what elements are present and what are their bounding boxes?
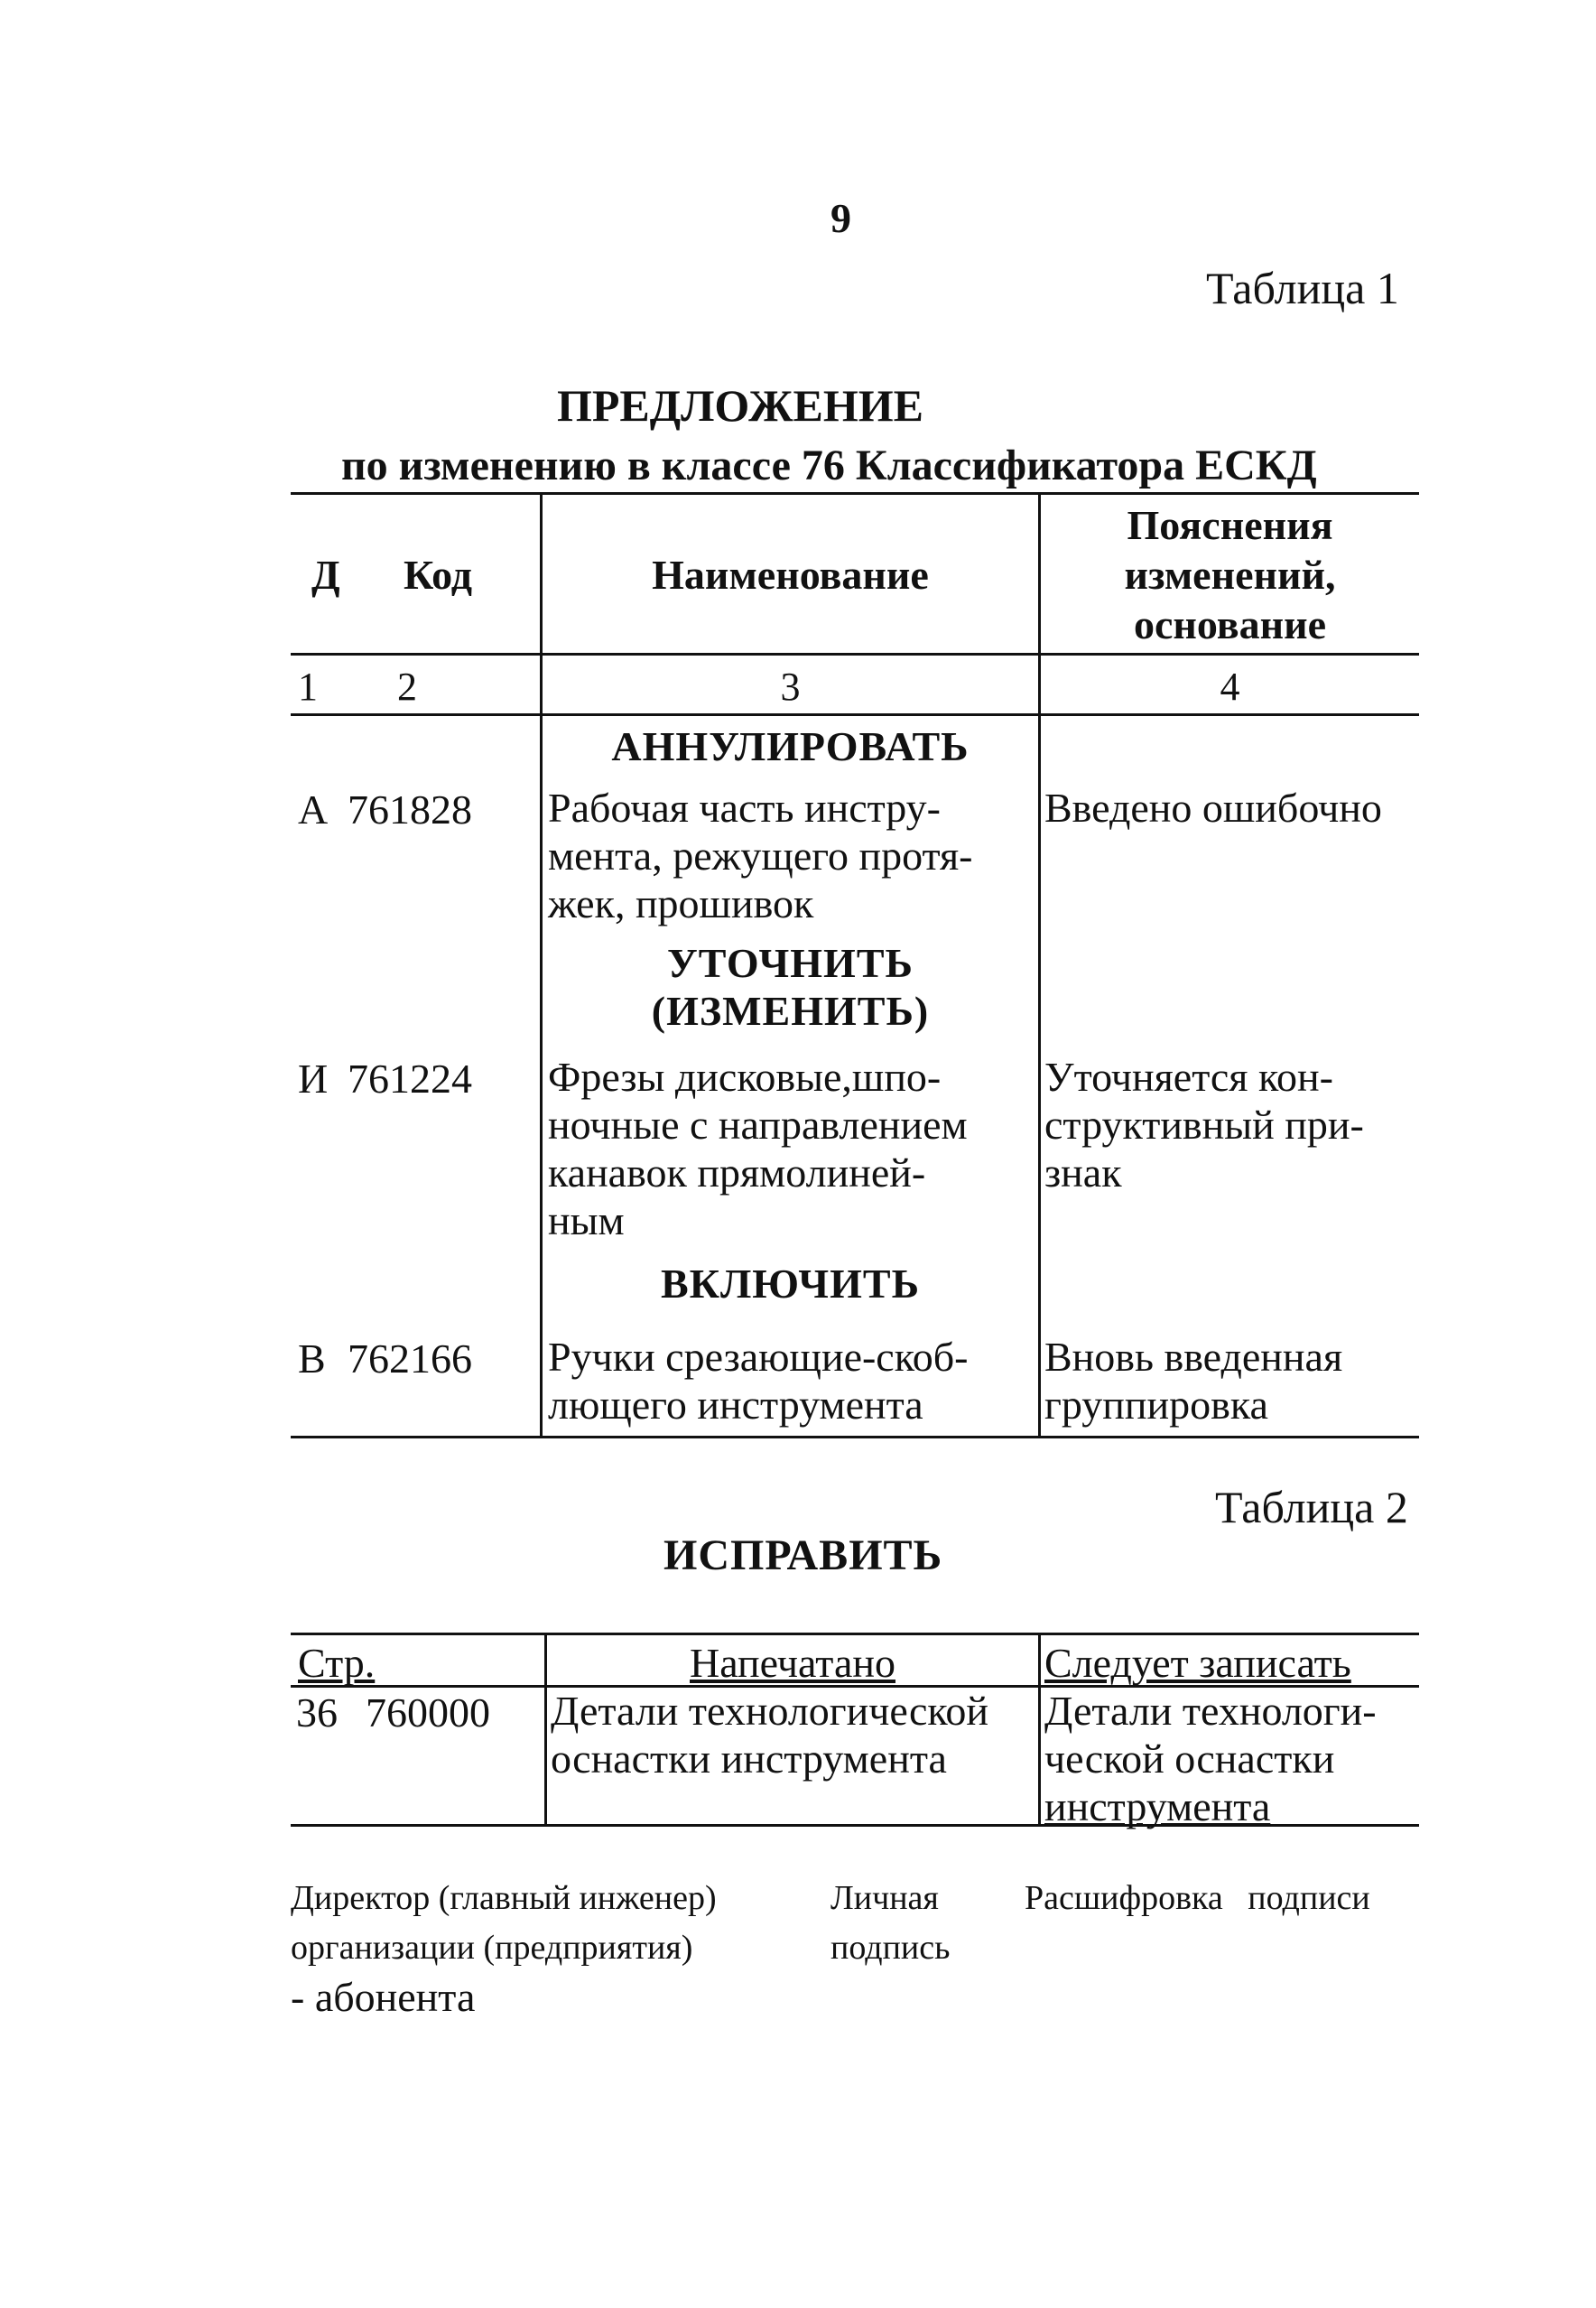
table1-title: ПРЕДЛОЖЕНИЕ bbox=[556, 380, 923, 431]
header-d: Д bbox=[311, 552, 340, 598]
name-line: Фрезы дисковые,шпо- bbox=[548, 1054, 942, 1100]
table2-title: ИСПРАВИТЬ bbox=[663, 1531, 943, 1579]
row-d: В bbox=[298, 1335, 326, 1382]
note-line: структивный при- bbox=[1044, 1102, 1364, 1148]
signature-position-line-3: - абонента bbox=[291, 1974, 476, 2020]
table2-header-printed: Напечатано bbox=[690, 1640, 895, 1686]
section-title: УТОЧНИТЬ bbox=[667, 940, 914, 986]
name-line: Рабочая часть инстру- bbox=[548, 785, 942, 831]
signature-position-line-2: организации (предприятия) bbox=[291, 1929, 693, 1967]
row-note bbox=[1044, 1333, 1415, 1429]
note-line: Вновь введенная bbox=[1044, 1334, 1343, 1380]
colnum-3: 3 bbox=[780, 665, 801, 709]
name-line: канавок прямолиней- bbox=[548, 1149, 926, 1196]
colnum-4: 4 bbox=[1220, 665, 1240, 709]
table1-caption: Таблица 1 bbox=[1206, 263, 1399, 313]
note-line: Введено ошибочно bbox=[1044, 785, 1382, 831]
table2-row-printed bbox=[551, 1687, 1038, 1782]
name-line: Ручки срезающие-скоб- bbox=[548, 1334, 969, 1380]
row-code: 762166 bbox=[348, 1335, 472, 1382]
colnum-1: 1 bbox=[298, 665, 318, 709]
name-line: ночные с направлением bbox=[548, 1102, 968, 1148]
table1-header-border bbox=[291, 653, 1419, 656]
correct-line: ческой оснастки bbox=[1044, 1736, 1335, 1782]
name-line: лющего инструмента bbox=[548, 1382, 923, 1428]
name-line: жек, прошивок bbox=[548, 880, 814, 926]
header-name: Наименование bbox=[652, 552, 929, 598]
note-line: группировка bbox=[1044, 1382, 1268, 1428]
table2-row-code: 760000 bbox=[366, 1689, 490, 1736]
table1-bottom-border bbox=[291, 1436, 1419, 1438]
table2-header-correct: Следует записать bbox=[1044, 1640, 1351, 1686]
page-number: 9 bbox=[830, 195, 851, 241]
header-notes-line-3: основание bbox=[1133, 601, 1327, 647]
colnum-2: 2 bbox=[397, 665, 417, 709]
section-title: (ИЗМЕНИТЬ) bbox=[651, 988, 930, 1034]
row-note bbox=[1044, 1053, 1415, 1196]
correct-line: Детали технологи- bbox=[1044, 1688, 1377, 1734]
row-name bbox=[548, 784, 1033, 927]
row-note bbox=[1044, 784, 1415, 832]
row-name bbox=[548, 1333, 1033, 1429]
name-line: мента, режущего протя- bbox=[548, 833, 973, 879]
table1-subtitle: по изменению в классе 76 Классификатора ЕСКД bbox=[341, 442, 1317, 489]
section-title: ВКЛЮЧИТЬ bbox=[661, 1261, 920, 1307]
table2-row-correct bbox=[1044, 1687, 1415, 1830]
name-line: ным bbox=[548, 1197, 625, 1243]
note-line: знак bbox=[1044, 1149, 1122, 1196]
table2-row-page: 36 bbox=[296, 1689, 338, 1736]
note-line: Уточняется кон- bbox=[1044, 1054, 1333, 1100]
table2-top-border bbox=[291, 1633, 1419, 1635]
table1-colnum-border bbox=[291, 713, 1419, 716]
table1-top-border bbox=[291, 492, 1419, 495]
row-name bbox=[548, 1053, 1033, 1244]
row-d: А bbox=[298, 786, 329, 833]
row-d: И bbox=[298, 1056, 329, 1102]
header-notes-line-1: Пояснения bbox=[1127, 502, 1333, 548]
signature-sign-line-2: подпись bbox=[830, 1929, 951, 1967]
section-title: АННУЛИРОВАТЬ bbox=[611, 723, 970, 769]
table2-col-divider-2 bbox=[1038, 1635, 1041, 1824]
correct-line: инструмента bbox=[1044, 1783, 1271, 1829]
header-notes-line-2: изменений, bbox=[1124, 552, 1336, 598]
table2-caption: Таблица 2 bbox=[1215, 1482, 1408, 1532]
row-code: 761828 bbox=[348, 786, 472, 833]
signature-position-line-1: Директор (главный инженер) bbox=[291, 1879, 717, 1917]
table2-header-page: Стр. bbox=[298, 1640, 376, 1686]
printed-line: оснастки инструмента bbox=[551, 1736, 947, 1782]
printed-line: Детали технологической bbox=[551, 1688, 989, 1734]
signature-decode: Расшифровка подписи bbox=[1025, 1879, 1370, 1917]
signature-sign-line-1: Личная bbox=[830, 1879, 939, 1917]
row-code: 761224 bbox=[348, 1056, 472, 1102]
header-code: Код bbox=[404, 552, 473, 598]
